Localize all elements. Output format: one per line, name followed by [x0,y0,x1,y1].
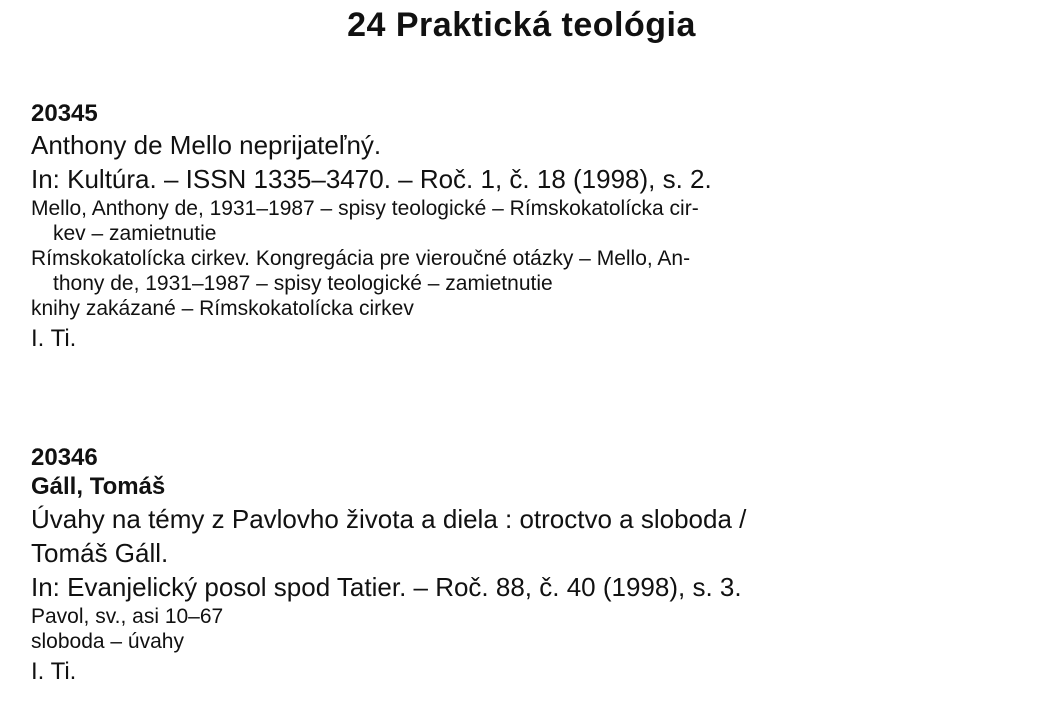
entry-number: 20345 [31,100,98,127]
entry-author: Gáll, Tomáš [31,473,166,500]
subject-heading-continuation: thony de, 1931–1987 – spisy teologické – zamietnutie [53,272,553,295]
entry-signature: I. Ti. [31,325,77,352]
entry-number: 20346 [31,444,98,471]
subject-heading-continuation: kev – zamietnutie [53,222,217,245]
subject-heading-line: sloboda – úvahy [31,630,184,653]
subject-heading [31,604,1011,629]
entry-source: In: Kultúra. – ISSN 1335–3470. – Roč. 1, č. 18 (1998), s. 2. [31,164,712,194]
subject-heading-line: Rímskokatolícka cirkev. Kongregácia pre vieroučné otázky – Mello, An- [31,247,691,270]
entry-title: Anthony de Mello neprijateľný. [31,130,382,160]
entry-signature: I. Ti. [31,658,77,685]
entry-title: Úvahy na témy z Pavlovho života a diela : otroctvo a sloboda / [31,504,747,534]
entry-source: In: Evanjelický posol spod Tatier. – Roč. 88, č. 40 (1998), s. 3. [31,572,742,602]
subject-heading-line: knihy zakázané – Rímskokatolícka cirkev [31,297,414,320]
subject-heading [31,296,1011,321]
catalog-entry [31,444,1021,690]
catalog-entry [31,100,1021,357]
entry-title-continuation: Tomáš Gáll. [31,538,169,568]
subject-heading-line: Pavol, sv., asi 10–67 [31,605,224,628]
page-title: 24 Praktická teológia [347,6,696,44]
subject-heading-line: Mello, Anthony de, 1931–1987 – spisy teologické – Rímskokatolícka cir- [31,197,699,220]
subject-heading [31,246,1011,296]
subject-heading [31,196,1011,246]
subject-heading [31,629,1011,654]
